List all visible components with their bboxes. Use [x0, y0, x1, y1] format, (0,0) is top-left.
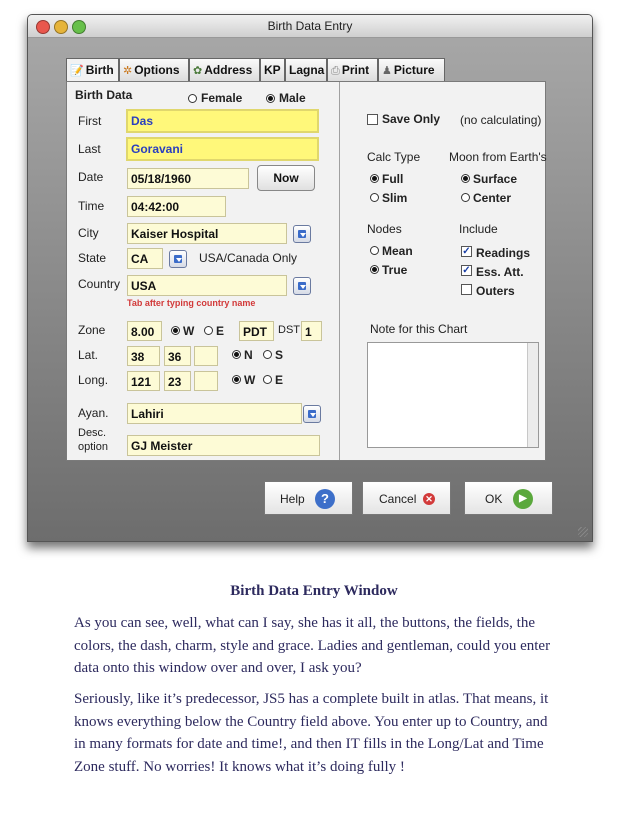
calc-slim-label: Slim [382, 191, 408, 205]
birth-data-heading: Birth Data [75, 88, 133, 102]
longitude-west-radio[interactable] [232, 375, 241, 384]
note-scrollbar[interactable] [527, 343, 538, 447]
zone-name-field[interactable]: PDT [239, 321, 274, 341]
outers-label: Outers [476, 284, 515, 298]
birth-data-entry-window [27, 14, 593, 542]
female-label: Female [201, 91, 243, 105]
description-option-label: option [78, 441, 108, 453]
panel-divider [339, 82, 340, 460]
tab-picture[interactable] [378, 58, 445, 81]
ess-att-checkbox[interactable]: ✓ [462, 265, 471, 276]
state-dropdown-button[interactable] [169, 250, 187, 268]
cancel-button[interactable] [362, 481, 451, 515]
tab-label: Print [341, 63, 370, 77]
tab-kp[interactable] [260, 58, 285, 81]
longitude-minutes-field[interactable]: 23 [164, 371, 191, 391]
nodes-true-radio[interactable] [370, 265, 379, 274]
calc-full-radio[interactable] [370, 174, 379, 183]
readings-label: Readings [476, 246, 531, 260]
save-only-checkbox[interactable] [367, 114, 378, 125]
resize-grip[interactable] [578, 527, 588, 537]
tab-label: Lagna [289, 63, 325, 77]
first-name-label: First [78, 114, 102, 128]
paragraph-1: As you can see, well, what can I say, she has it all, the buttons, the fields, the colors, the dash, charm, style and grace. Ladies and gentleman, could you enter data onto this window over and over, I ask you? [74, 615, 551, 676]
printer-icon: ⎙ [331, 65, 340, 77]
help-button[interactable] [264, 481, 353, 515]
tab-label: Birth [85, 63, 114, 77]
calc-type-label: Calc Type [367, 150, 421, 164]
tab-label: Picture [393, 63, 435, 77]
zone-west-label: W [183, 324, 195, 338]
last-name-field[interactable]: Goravani [126, 137, 319, 161]
female-radio[interactable] [188, 94, 197, 103]
ok-button-label: OK [485, 492, 503, 506]
latitude-north-radio[interactable] [232, 350, 241, 359]
longitude-degrees-field[interactable]: 121 [127, 371, 160, 391]
longitude-seconds-field[interactable] [194, 371, 218, 391]
country-hint: Tab after typing country name [127, 298, 256, 308]
nodes-label: Nodes [367, 222, 402, 236]
city-dropdown-button[interactable] [293, 225, 311, 243]
city-field[interactable]: Kaiser Hospital [127, 223, 287, 244]
window-title: Birth Data Entry [267, 19, 353, 33]
calc-slim-radio[interactable] [370, 193, 379, 202]
latitude-south-label: S [275, 348, 284, 362]
options-icon: ✲ [123, 65, 133, 77]
figure-caption: Birth Data Entry Window [230, 583, 398, 599]
tab-address[interactable] [189, 58, 260, 81]
zone-field[interactable]: 8.00 [127, 321, 162, 341]
dst-label: DST [278, 324, 300, 336]
state-note: USA/Canada Only [199, 251, 298, 265]
latitude-north-label: N [244, 348, 253, 362]
readings-checkbox[interactable]: ✓ [462, 246, 471, 257]
longitude-west-label: W [244, 373, 256, 387]
date-label: Date [78, 170, 104, 184]
moon-center-label: Center [473, 191, 512, 205]
birth-tab-panel [66, 81, 546, 461]
outers-checkbox[interactable] [461, 284, 472, 295]
tab-birth[interactable] [66, 58, 119, 83]
longitude-label: Long. [78, 373, 109, 387]
latitude-degrees-field[interactable]: 38 [127, 346, 160, 366]
cancel-icon: ✕ [423, 493, 435, 505]
ayanamsa-dropdown-button[interactable] [303, 405, 321, 423]
tab-label: Address [204, 63, 253, 77]
moon-from-label: Moon from Earth's [449, 150, 547, 164]
latitude-label: Lat. [78, 348, 99, 362]
first-name-field[interactable]: Das [126, 109, 319, 133]
cancel-button-label: Cancel [379, 492, 417, 506]
zone-west-radio[interactable] [171, 326, 180, 335]
ok-button[interactable] [464, 481, 553, 515]
latitude-seconds-field[interactable] [194, 346, 218, 366]
moon-surface-label: Surface [473, 172, 518, 186]
nodes-true-label: True [382, 263, 408, 277]
help-icon: ? [315, 489, 335, 509]
chart-note-textarea[interactable] [367, 342, 539, 448]
title-bar[interactable] [28, 15, 592, 38]
zone-east-radio[interactable] [204, 326, 213, 335]
notepad-icon: 📝 [70, 65, 84, 77]
tab-print[interactable] [327, 58, 378, 81]
ayanamsa-field[interactable]: Lahiri [127, 403, 302, 424]
nodes-mean-radio[interactable] [370, 246, 379, 255]
state-field[interactable]: CA [127, 248, 163, 269]
latitude-south-radio[interactable] [263, 350, 272, 359]
male-radio[interactable] [266, 94, 275, 103]
paragraph-2: Seriously, like it’s predecessor, JS5 has a complete built in atlas. That means, it knows everything below the Country field above. You enter up to Country, and in many formats for date and time!, and then IT fills in the Long/Lat and Time Zone stuff. No worries! It knows what it’s doing fully ! [74, 691, 549, 775]
save-only-label: Save Only [382, 112, 441, 126]
moon-surface-radio[interactable] [461, 174, 470, 183]
time-field[interactable]: 04:42:00 [127, 196, 226, 217]
chart-note-label: Note for this Chart [370, 322, 468, 336]
description-label: Desc. [78, 427, 107, 439]
help-button-label: Help [280, 492, 305, 506]
last-name-label: Last [78, 142, 101, 156]
state-label: State [78, 251, 107, 265]
country-label: Country [78, 277, 121, 291]
address-icon: ✿ [193, 65, 203, 77]
male-label: Male [279, 91, 306, 105]
calc-full-label: Full [382, 172, 404, 186]
city-label: City [78, 226, 99, 240]
dst-field[interactable]: 1 [301, 321, 322, 341]
nodes-mean-label: Mean [382, 244, 413, 258]
picture-icon: ♟ [382, 65, 392, 77]
longitude-east-label: E [275, 373, 284, 387]
tab-lagna[interactable] [285, 58, 327, 81]
tab-options[interactable] [119, 58, 189, 81]
tab-label: KP [264, 63, 281, 77]
time-label: Time [78, 199, 105, 213]
include-label: Include [459, 222, 498, 236]
now-button[interactable]: Now [257, 165, 315, 191]
latitude-minutes-field[interactable]: 36 [164, 346, 191, 366]
ess-att-label: Ess. Att. [476, 265, 524, 279]
ayanamsa-label: Ayan. [78, 406, 109, 420]
zone-label: Zone [78, 323, 106, 337]
date-field[interactable]: 05/18/1960 [127, 168, 249, 189]
country-dropdown-button[interactable] [293, 277, 311, 295]
country-field[interactable]: USA [127, 275, 287, 296]
play-icon: ▶ [513, 489, 533, 509]
moon-center-radio[interactable] [461, 193, 470, 202]
description-field[interactable]: GJ Meister [127, 435, 320, 456]
zone-east-label: E [216, 324, 225, 338]
tab-label: Options [134, 63, 180, 77]
no-calculating-label: (no calculating) [460, 113, 542, 127]
longitude-east-radio[interactable] [263, 375, 272, 384]
